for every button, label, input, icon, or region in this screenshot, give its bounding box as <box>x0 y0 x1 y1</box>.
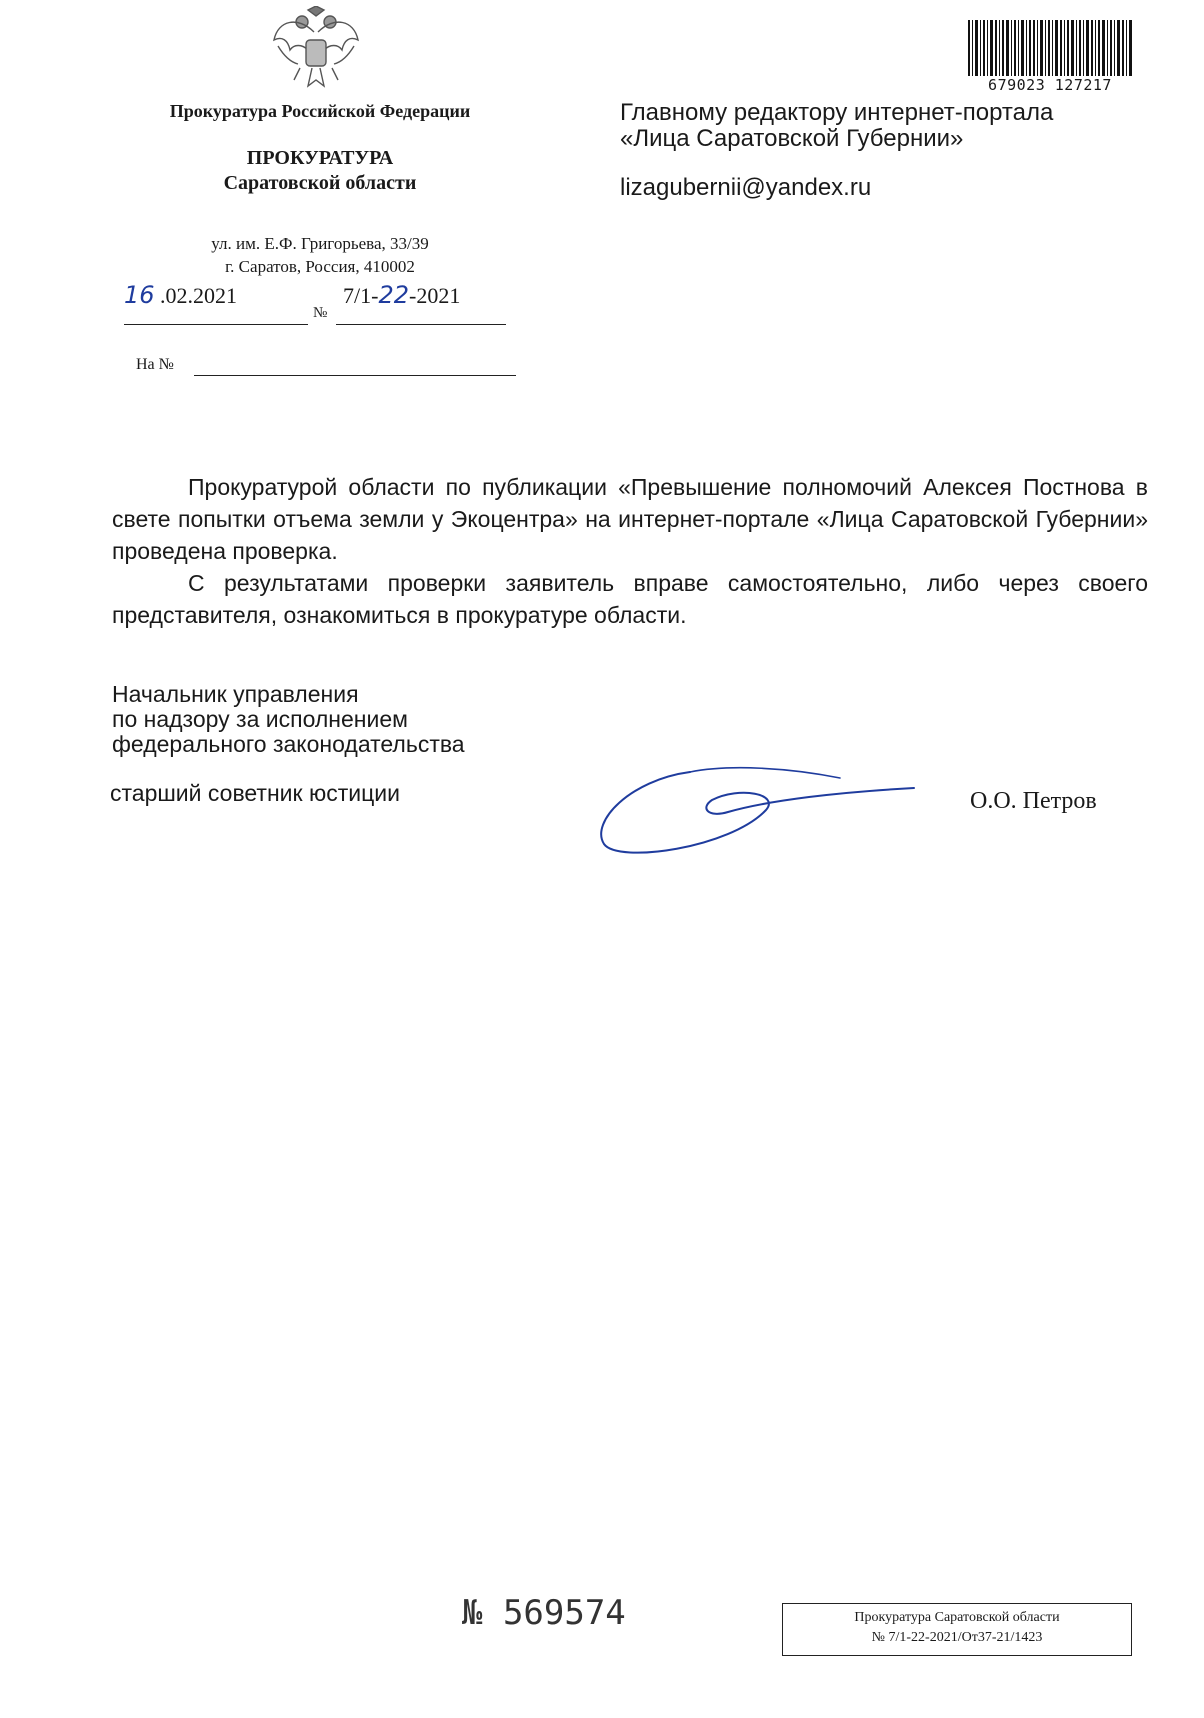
letter-body <box>112 471 1148 631</box>
address-city: г. Саратов, Россия, 410002 <box>225 257 415 276</box>
outgoing-number <box>343 281 460 309</box>
handwritten-signature <box>590 752 920 862</box>
stamp-number: № 569574 <box>462 1593 626 1633</box>
number-sign: № <box>313 305 328 321</box>
number-underline <box>336 324 506 325</box>
outgoing-date <box>124 281 237 309</box>
recipient-email: lizagubernii@yandex.ru <box>620 174 872 201</box>
signatory-title-line1: Начальник управления <box>112 681 359 707</box>
reference-underline <box>194 375 516 376</box>
date-underline <box>124 324 308 325</box>
registry-org: Прокуратура Саратовской области <box>854 1610 1060 1625</box>
body-paragraph-1: Прокуратурой области по публикации «Превышение полномочий Алексея Постнова в свете попытки отъема земли у Экоцентра» на интернет-портале «Лица Саратовской Губернии» проведена проверка. <box>112 474 1148 564</box>
registry-number: № 7/1-22-2021/От37-21/1423 <box>871 1630 1043 1645</box>
recipient-line1: Главному редактору интернет-портала <box>620 99 1054 126</box>
reference-label: На № <box>136 356 174 373</box>
signatory-title <box>112 682 465 757</box>
org-name <box>160 146 480 196</box>
date-day-handwritten: 16 <box>124 281 155 309</box>
signatory-name: О.О. Петров <box>970 788 1097 814</box>
recipient-line2: «Лица Саратовской Губернии» <box>620 125 964 152</box>
signatory-title-line2: по надзору за исполнением <box>112 706 408 732</box>
number-prefix: 7/1- <box>343 283 379 308</box>
registry-box <box>782 1603 1132 1656</box>
org-region: Саратовской области <box>223 172 417 194</box>
russian-coat-of-arms-icon <box>268 6 364 92</box>
signatory-title-line3: федерального законодательства <box>112 731 465 757</box>
barcode-digits: 679023 127217 <box>988 76 1112 94</box>
number-handwritten: 22 <box>378 281 409 309</box>
body-paragraph-2: С результатами проверки заявитель вправе самостоятельно, либо через своего представителя, ознакомиться в прокуратуре области. <box>112 570 1148 628</box>
org-address <box>170 232 470 278</box>
address-street: ул. им. Е.Ф. Григорьева, 33/39 <box>211 234 429 253</box>
signatory-rank: старший советник юстиции <box>110 780 400 806</box>
recipient <box>620 100 1140 152</box>
number-suffix: -2021 <box>409 283 461 308</box>
org-title: ПРОКУРАТУРА <box>246 147 394 169</box>
date-rest: .02.2021 <box>160 283 238 308</box>
org-parent: Прокуратура Российской Федерации <box>169 101 471 121</box>
